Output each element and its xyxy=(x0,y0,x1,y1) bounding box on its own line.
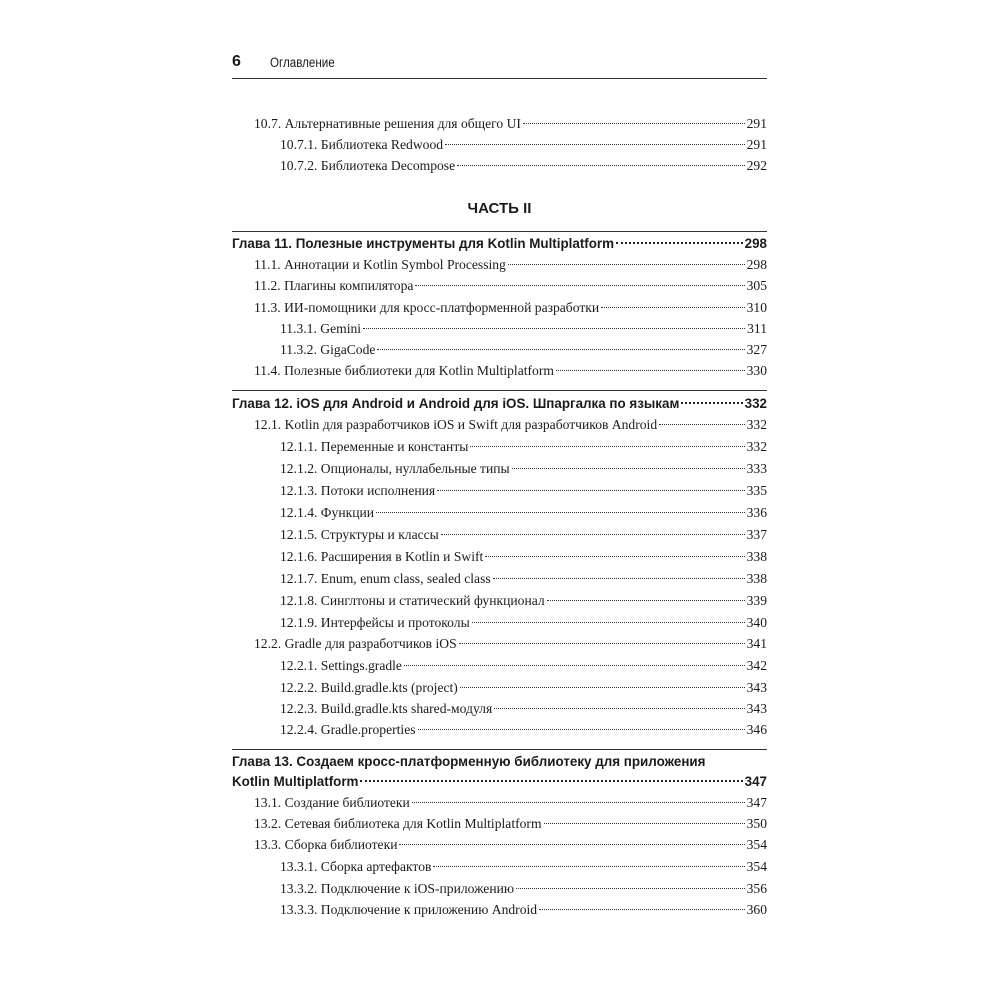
toc-entry-label: 12.2.2. Build.gradle.kts (project) xyxy=(280,680,458,695)
dot-leader xyxy=(547,600,745,601)
dot-leader xyxy=(399,844,744,845)
toc-entry xyxy=(280,503,767,523)
chapter-title: Глава 11. Полезные инструменты для Kotlin Multiplatform xyxy=(232,236,615,251)
toc-entry-label: 12.1.6. Расширения в Kotlin и Swift xyxy=(280,549,484,564)
toc-entry-label: 12.1.1. Переменные и константы xyxy=(280,439,469,454)
toc-entry xyxy=(280,525,767,545)
dot-leader xyxy=(472,622,745,623)
dot-leader xyxy=(493,578,745,579)
dot-leader xyxy=(508,264,745,265)
toc-entry xyxy=(254,361,767,381)
toc-entry-page: 330 xyxy=(746,363,767,378)
dot-leader xyxy=(681,402,742,404)
dot-leader xyxy=(556,370,745,371)
toc-entry xyxy=(254,298,767,318)
toc-entry xyxy=(280,135,767,155)
toc-entry-label: 10.7.2. Библиотека Decompose xyxy=(280,158,456,173)
dot-leader xyxy=(616,242,743,244)
dot-leader xyxy=(460,687,745,688)
dot-leader xyxy=(441,534,745,535)
toc-entry-page: 298 xyxy=(746,257,767,272)
chapter-page: 298 xyxy=(744,236,767,251)
dot-leader xyxy=(412,802,745,803)
toc-entry-label: 12.1.8. Синглтоны и статический функционал xyxy=(280,593,545,608)
toc-entry-label: 12.1.9. Интерфейсы и протоколы xyxy=(280,615,470,630)
page-number: 6 xyxy=(232,53,241,70)
toc-entry-page: 356 xyxy=(746,881,767,896)
toc-entry-page: 350 xyxy=(746,816,767,831)
dot-leader xyxy=(433,866,744,867)
toc-entry-page: 291 xyxy=(746,116,767,131)
toc-entry-page: 310 xyxy=(746,300,767,315)
toc-entry xyxy=(280,656,767,676)
toc-entry xyxy=(280,547,767,567)
toc-entry-page: 332 xyxy=(746,417,767,432)
toc-entry-page: 343 xyxy=(746,701,767,716)
dot-leader xyxy=(494,708,744,709)
toc-entry xyxy=(280,591,767,611)
toc-entry-page: 347 xyxy=(746,795,767,810)
toc-entry xyxy=(280,459,767,479)
toc-entry xyxy=(254,835,767,855)
toc-entry-page: 338 xyxy=(746,571,767,586)
toc-entry xyxy=(280,437,767,457)
dot-leader xyxy=(418,729,745,730)
toc-entry-label: 12.2. Gradle для разработчиков iOS xyxy=(254,636,457,651)
toc-entry-label: 13.3.1. Сборка артефактов xyxy=(280,859,432,874)
toc-entry-label: 11.4. Полезные библиотеки для Kotlin Multiplatform xyxy=(254,363,554,378)
toc-entry-label: 11.3.1. Gemini xyxy=(280,321,362,336)
dot-leader xyxy=(512,468,745,469)
dot-leader xyxy=(415,285,744,286)
toc-entry-label: 12.1.7. Enum, enum class, sealed class xyxy=(280,571,491,586)
dot-leader xyxy=(377,349,744,350)
toc-entry-page: 346 xyxy=(746,722,767,737)
toc-entry-page: 291 xyxy=(746,137,767,152)
toc-entry-label: 13.2. Сетевая библиотека для Kotlin Multiplatform xyxy=(254,816,542,831)
toc-entry-label: 13.3.2. Подключение к iOS-приложению xyxy=(280,881,515,896)
dot-leader xyxy=(363,328,745,329)
toc-entry xyxy=(280,900,767,920)
dot-leader xyxy=(437,490,744,491)
running-header-title: Оглавление xyxy=(270,55,335,70)
chapter-title-line: Глава 13. Создаем кросс-платформенную библиотеку для приложения xyxy=(232,754,706,769)
toc-entry xyxy=(280,857,767,877)
chapter-page: 332 xyxy=(744,396,767,411)
toc-entry xyxy=(280,569,767,589)
toc-entry xyxy=(254,814,767,834)
toc-entry-page: 327 xyxy=(746,342,767,357)
toc-entry-page: 340 xyxy=(746,615,767,630)
chapter-rule xyxy=(232,749,767,750)
toc-entry xyxy=(254,634,767,654)
toc-entry xyxy=(280,156,767,176)
toc-entry xyxy=(280,481,767,501)
toc-entry-label: 13.3. Сборка библиотеки xyxy=(254,837,398,852)
toc-entry-page: 342 xyxy=(746,658,767,673)
toc-entry xyxy=(280,699,767,719)
dot-leader xyxy=(376,512,745,513)
dot-leader xyxy=(539,909,745,910)
toc-entry xyxy=(254,255,767,275)
dot-leader xyxy=(659,424,744,425)
toc-entry xyxy=(280,678,767,698)
chapter-rule xyxy=(232,390,767,391)
toc-entry-page: 341 xyxy=(746,636,767,651)
toc-entry-label: 11.3.2. GigaCode xyxy=(280,342,376,357)
toc-entry-page: 339 xyxy=(746,593,767,608)
chapter-heading xyxy=(232,234,767,254)
dot-leader xyxy=(470,446,744,447)
dot-leader xyxy=(544,823,745,824)
toc-entry-page: 305 xyxy=(746,278,767,293)
part-heading: ЧАСТЬ II xyxy=(467,200,532,217)
toc-entry-page: 354 xyxy=(746,837,767,852)
chapter-heading xyxy=(232,772,767,792)
toc-entry-label: 12.1.4. Функции xyxy=(280,505,375,520)
toc-entry-page: 335 xyxy=(746,483,767,498)
toc-entry xyxy=(280,879,767,899)
toc-entry xyxy=(280,720,767,740)
toc-entry xyxy=(280,613,767,633)
toc-entry-page: 336 xyxy=(746,505,767,520)
chapter-rule xyxy=(232,231,767,232)
toc-entry-label: 13.1. Создание библиотеки xyxy=(254,795,410,810)
toc-entry xyxy=(254,114,767,134)
toc-entry-page: 343 xyxy=(746,680,767,695)
dot-leader xyxy=(485,556,744,557)
toc-entry xyxy=(254,415,767,435)
dot-leader xyxy=(360,780,742,782)
toc-entry-label: 12.2.3. Build.gradle.kts shared-модуля xyxy=(280,701,493,716)
dot-leader xyxy=(459,643,745,644)
toc-entry-label: 12.1.3. Потоки исполнения xyxy=(280,483,436,498)
chapter-page: 347 xyxy=(744,774,767,789)
chapter-heading xyxy=(232,394,767,414)
toc-entry-label: 13.3.3. Подключение к приложению Android xyxy=(280,902,538,917)
toc-entry-page: 332 xyxy=(746,439,767,454)
toc-entry-label: 11.1. Аннотации и Kotlin Symbol Processing xyxy=(254,257,506,272)
toc-entry-page: 337 xyxy=(746,527,767,542)
toc-entry-page: 354 xyxy=(746,859,767,874)
toc-entry-label: 12.1. Kotlin для разработчиков iOS и Swift для разработчиков Android xyxy=(254,417,658,432)
dot-leader xyxy=(601,307,744,308)
dot-leader xyxy=(523,123,745,124)
toc-entry-label: 10.7. Альтернативные решения для общего UI xyxy=(254,116,521,131)
toc-entry xyxy=(280,319,767,339)
chapter-title: Kotlin Multiplatform xyxy=(232,774,359,789)
toc-entry-page: 360 xyxy=(746,902,767,917)
toc-entry-page: 311 xyxy=(747,321,767,336)
toc-entry-page: 292 xyxy=(746,158,767,173)
toc-entry-page: 333 xyxy=(746,461,767,476)
toc-entry-label: 12.1.5. Структуры и классы xyxy=(280,527,439,542)
toc-entry xyxy=(254,793,767,813)
toc-entry-label: 11.2. Плагины компилятора xyxy=(254,278,414,293)
dot-leader xyxy=(516,888,745,889)
dot-leader xyxy=(457,165,745,166)
toc-entry-label: 10.7.1. Библиотека Redwood xyxy=(280,137,444,152)
toc-entry xyxy=(254,276,767,296)
dot-leader xyxy=(445,144,745,145)
chapter-title: Глава 12. iOS для Android и Android для iOS. Шпаргалка по языкам xyxy=(232,396,680,411)
toc-entry-label: 12.2.1. Settings.gradle xyxy=(280,658,402,673)
toc-entry-label: 12.2.4. Gradle.properties xyxy=(280,722,416,737)
toc-entry-page: 338 xyxy=(746,549,767,564)
toc-entry xyxy=(280,340,767,360)
toc-entry-label: 11.3. ИИ-помощники для кросс-платформенной разработки xyxy=(254,300,600,315)
toc-entry-label: 12.1.2. Опционалы, нуллабельные типы xyxy=(280,461,510,476)
dot-leader xyxy=(404,665,745,666)
